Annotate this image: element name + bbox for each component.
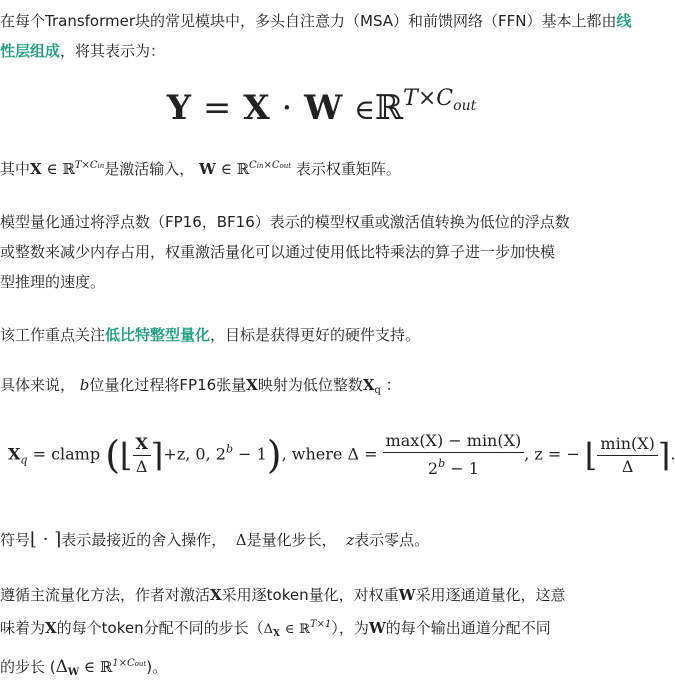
- paragraph-quantization: [0, 207, 640, 297]
- eq2-fraction-z: [597, 433, 657, 478]
- def-mid: 是激活输入，: [104, 160, 195, 178]
- eq2-b: b: [225, 442, 233, 456]
- eq2-clamp: clamp: [51, 444, 101, 464]
- eq2-floor-left: ⌊: [120, 436, 133, 474]
- spec-q: q: [374, 385, 381, 396]
- method-sup-2: 1×Cout: [112, 658, 147, 669]
- eq-y: Y: [166, 88, 192, 128]
- spec-text-b: 位量化过程将FP16张量: [89, 376, 247, 394]
- eq2-equals: =: [32, 444, 46, 464]
- notation-text-a: 表示最接近的舍入操作，: [61, 531, 227, 549]
- eq-x: X: [243, 88, 270, 128]
- def-sup-2: Cin×Cout: [249, 160, 292, 171]
- eq2-delta-den: $2^b - 1$: [427, 457, 479, 478]
- eq2-lparen: (: [105, 433, 121, 477]
- spec-b: b: [79, 376, 90, 394]
- eq2-z-num: min(X): [597, 433, 657, 456]
- spec-x: X: [246, 376, 258, 394]
- method-w-1: W: [398, 586, 416, 604]
- def-x: X: [30, 160, 42, 178]
- method-line-2: 味着为X的每个token分配不同的步长（$\Delta_X$ ∈ ℝ$^{T\times 1}$），为W的每个输出通道分配不同: [0, 619, 551, 639]
- intro-text: 在每个Transformer块的常见模块中，多头自注意力（MSA）和前馈网络（FFN）基本上都由: [0, 12, 617, 30]
- paragraph-method: [0, 580, 640, 688]
- method-w-2: W: [368, 619, 386, 637]
- def-in-2: ∈: [220, 160, 232, 178]
- highlight-low-bit-int: 低比特整型量化: [105, 326, 211, 344]
- eq2-rparen: ): [266, 433, 282, 477]
- method-line-1: 遵循主流量化方法，作者对激活X采用逐token量化，对权重W采用逐通道量化，这意: [0, 586, 566, 604]
- eq2-z-den: Δ: [621, 456, 634, 476]
- method-delta-x: Δ: [263, 622, 273, 637]
- spec-text-c: 映射为低位整数: [257, 376, 363, 394]
- notation-text-b: 是量化步长，: [246, 531, 337, 549]
- equation-quantization: [8, 430, 675, 480]
- method-x-1: X: [210, 586, 222, 604]
- eq-in: ∈: [354, 93, 375, 126]
- spec-colon: ：: [385, 376, 401, 394]
- notation-delta: Δ: [235, 531, 247, 549]
- eq2-x: X: [8, 444, 21, 464]
- intro-text-end: ，将其表示为：: [60, 42, 166, 60]
- eq2-round-right: ⌉: [150, 436, 164, 474]
- method-delta-w: Δ: [55, 657, 68, 677]
- quant-line-2: 或整数来减少内存占用，权重激活量化可以通过使用低比特乘法的算子进一步加快模: [0, 243, 556, 261]
- eq2-delta-num: max(X) − min(X): [383, 430, 525, 453]
- eq2-minus1: − 1: [233, 444, 267, 464]
- eq-reals: ℝ: [374, 88, 404, 128]
- eq2-frac-den: Δ: [135, 456, 148, 476]
- quant-line-1: 模型量化通过将浮点数（FP16，BF16）表示的模型权重或激活值转换为低位的浮点数: [0, 213, 570, 231]
- eq-exponent: T×Cout: [403, 86, 477, 114]
- focus-text-end: ，目标是获得更好的硬件支持。: [210, 326, 421, 344]
- spec-text-a: 具体来说，: [0, 376, 76, 394]
- def-sup-1: T×Cin: [74, 160, 105, 171]
- focus-text: 该工作重点关注: [0, 326, 106, 344]
- def-prefix: 其中: [0, 160, 31, 178]
- paragraph-notation: [0, 525, 640, 555]
- equation-linear: [0, 86, 643, 128]
- eq2-where: , where Δ =: [281, 444, 378, 464]
- notation-prefix: 符号: [0, 531, 31, 549]
- eq2-plus-z: +z, 0, 2: [163, 444, 226, 464]
- eq2-fraction-x: [133, 433, 151, 478]
- eq2-round-right-2: ⌉: [657, 436, 671, 474]
- paragraph-intro: [0, 6, 640, 66]
- notation-z: z: [346, 531, 355, 549]
- method-line-3: 的步长 ($\Delta_W$ ∈ ℝ$^{1\times Cout}$)。: [0, 657, 168, 678]
- def-in-1: ∈: [46, 160, 58, 178]
- def-reals-1: ℝ: [62, 160, 75, 178]
- def-reals-2: ℝ: [236, 160, 250, 178]
- eq2-fraction-delta: [383, 430, 525, 480]
- eq2-period: .: [670, 444, 675, 464]
- eq2-z-eq: , z = −: [524, 444, 580, 464]
- notation-text-c: 表示零点。: [354, 531, 430, 549]
- eq2-floor-left-2: ⌊: [584, 436, 598, 474]
- highlight-linear-layers: 线性层组成: [0, 12, 632, 60]
- quant-line-3: 型推理的速度。: [0, 273, 106, 291]
- def-suffix: 表示权重矩阵。: [295, 160, 401, 178]
- paragraph-definitions: [0, 151, 640, 184]
- notation-round-symbol: ⌊ · ⌉: [30, 529, 62, 550]
- method-x-2: X: [45, 619, 57, 637]
- paragraph-specifics: [0, 370, 640, 406]
- eq2-frac-num: X: [133, 433, 151, 456]
- eq-equals: =: [202, 88, 232, 128]
- eq-dot: ·: [281, 88, 293, 128]
- paragraph-focus: [0, 320, 640, 350]
- def-w: W: [199, 160, 216, 178]
- eq-w: W: [304, 88, 343, 128]
- eq2-q: q: [20, 453, 28, 467]
- spec-xq: X: [362, 376, 375, 394]
